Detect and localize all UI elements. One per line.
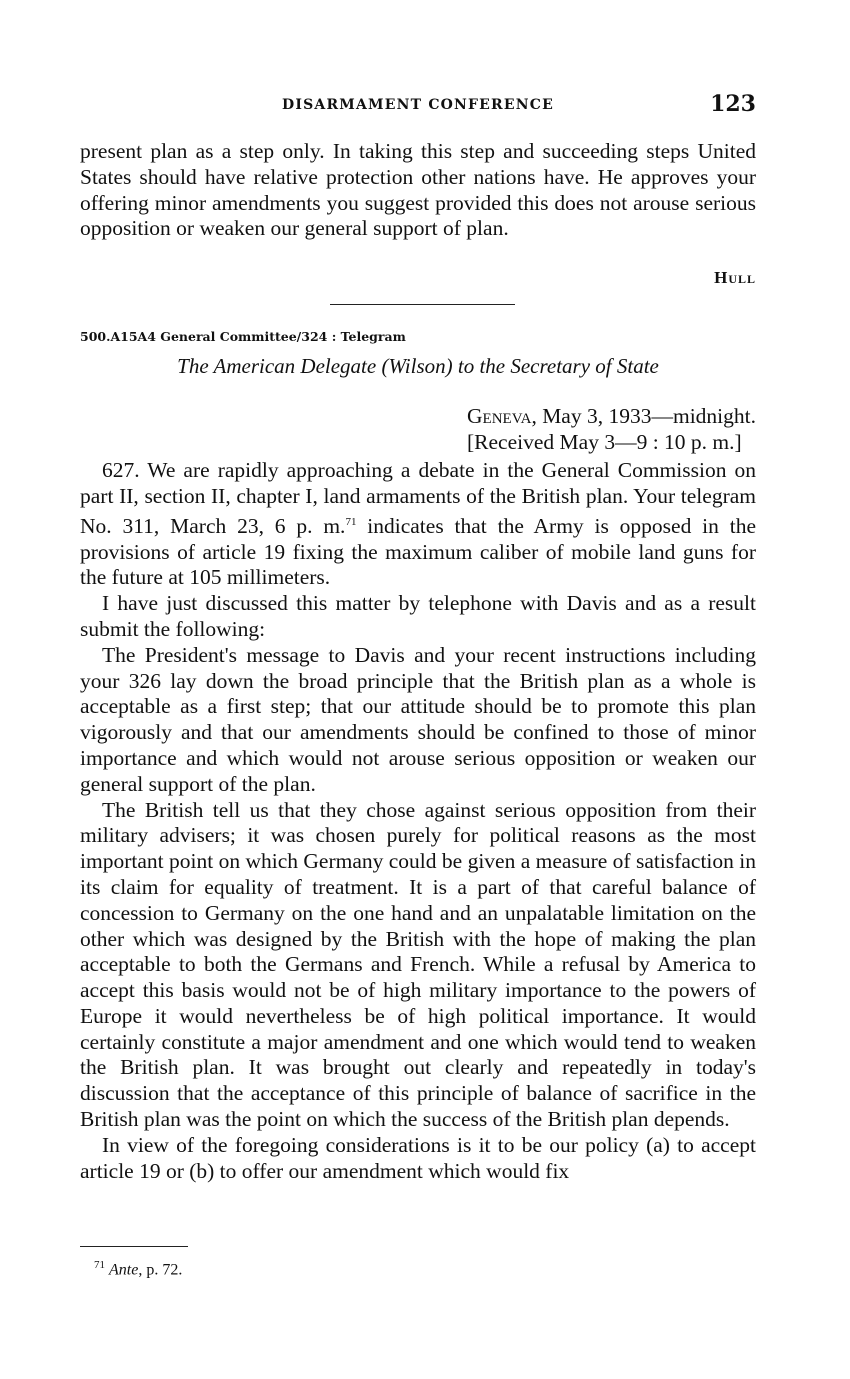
- page-number: 123: [710, 91, 756, 117]
- continuation-paragraph: present plan as a step only. In taking this step and succeeding steps United States should have relative protection other nations have. He approves your offering minor amendments you suggest provided this does not arouse serious opposition or weaken our general support of plan.: [80, 139, 756, 241]
- footnote-divider: [80, 1246, 188, 1247]
- signature: Hull: [714, 268, 756, 287]
- footnote-number: 71: [94, 1259, 105, 1271]
- paragraph-4: The British tell us that they chose against serious opposition from their military advisers; it was chosen purely for political reasons as the most important point on which Germany could be given a measure of satisfaction in its claim for equality of treatment. It is a part of that careful balance of concession to Germany on the one hand and an unpalatable limitation on the other which was designed by the British with the hope of making the plan acceptable to both the Germans and French. While a refusal by America to accept this basis would not be of high military importance to the powers of Europe it would nevertheless be of high political importance. It would certainly constitute a major amendment and one which would tend to weaken the British plan. It was brought out clearly and repeatedly in today's discussion that the acceptance of this principle of balance of sacrifice in the British plan was the point on which the success of the British plan depends.: [80, 797, 756, 1132]
- footnote: [94, 1259, 182, 1279]
- footnote-marker: 71: [345, 515, 357, 528]
- paragraph-1-text-cont: indicates that the Army is opposed in the provisions of article 19 fixing the maximum caliber of mobile land guns for the future at 105 millimeters.: [80, 513, 756, 590]
- paragraph-3: The President's message to Davis and your recent instructions including your 326 lay down the broad principle that the British plan as a whole is acceptable as a first step; that our attitude should be to promote this plan vigorously and that our amendments should be confined to those of minor importance and which would not arouse serious opposition or weaken our general support of the plan.: [80, 642, 756, 796]
- running-title: DISARMAMENT CONFERENCE: [282, 97, 554, 113]
- footnote-page: , p. 72.: [138, 1261, 183, 1279]
- place-name: Geneva: [467, 404, 532, 428]
- document-title: The American Delegate (Wilson) to the Secretary of State: [177, 354, 659, 378]
- file-reference: 500.A15A4 General Committee/324 : Telegram: [80, 329, 406, 344]
- paragraph-5: In view of the foregoing considerations is it to be our policy (a) to accept article 19 or (b) to offer our amendment which would fix: [80, 1132, 756, 1183]
- date-line: [467, 403, 756, 429]
- telegram-body: [80, 458, 756, 1184]
- section-divider: [330, 304, 515, 305]
- paragraph-1: [80, 458, 756, 591]
- running-header: [80, 93, 756, 119]
- paragraph-2: I have just discussed this matter by telephone with Davis and as a result submit the following:: [80, 591, 756, 641]
- date-text: , May 3, 1933—midnight.: [531, 404, 756, 428]
- received-line: [Received May 3—9 : 10 p. m.]: [467, 430, 742, 454]
- footnote-ref: Ante: [109, 1261, 139, 1279]
- dateline: [467, 403, 756, 455]
- paragraph-1-text: 627. We are rapidly approaching a debate in the General Commission on part II, section II, chapter I, land armaments of the British plan. Your telegram No. 311, March 23, 6 p. m.: [80, 458, 756, 538]
